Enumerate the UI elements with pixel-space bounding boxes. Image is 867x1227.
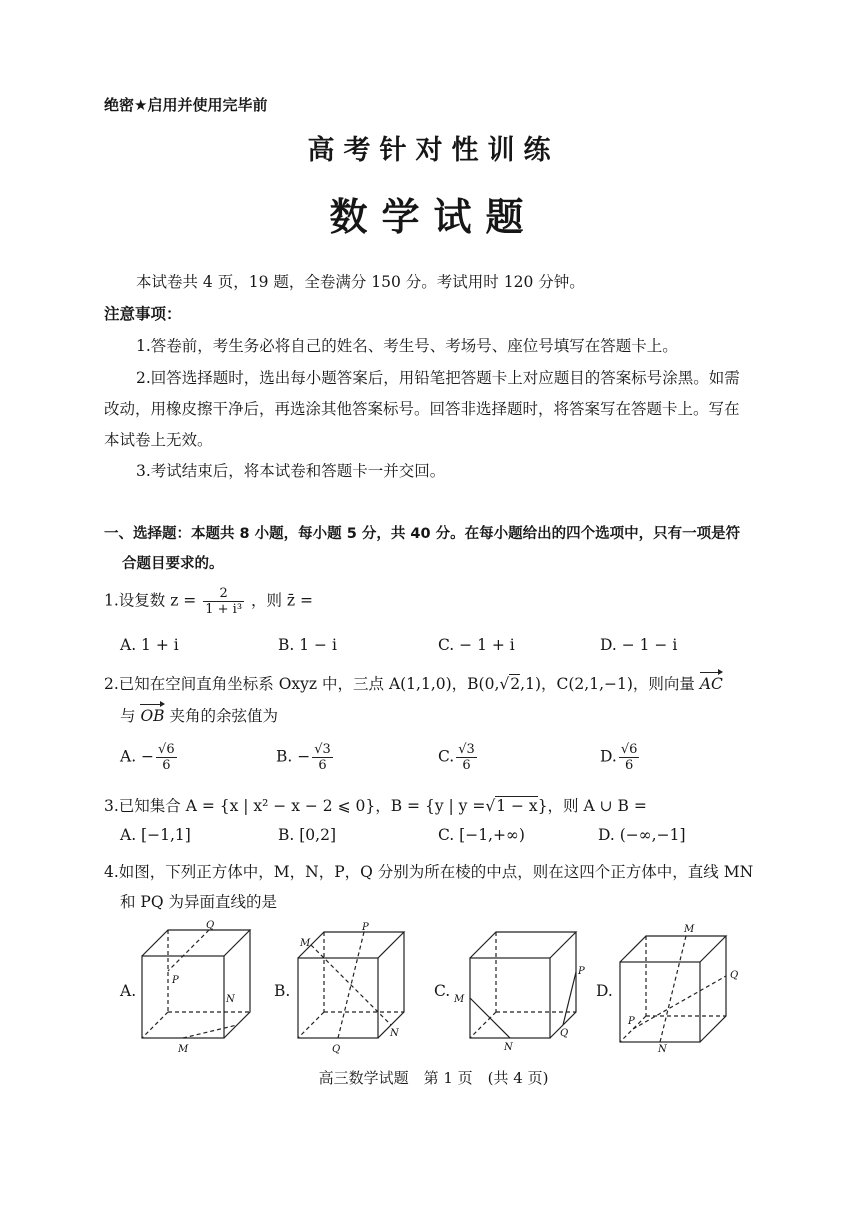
q2-vector-ob: OB bbox=[140, 707, 165, 725]
q4-option-a-label: A. bbox=[120, 982, 137, 1000]
cube-b-label-n: N bbox=[390, 1028, 399, 1039]
q1-fraction-numerator: 2 bbox=[203, 586, 244, 602]
cube-a-label-q: Q bbox=[206, 920, 215, 931]
cube-diagram-d bbox=[612, 918, 742, 1060]
cube-a-label-p: P bbox=[172, 975, 179, 986]
cube-d-top-face bbox=[620, 936, 726, 962]
q2-vector-ac: AC bbox=[699, 675, 723, 693]
q3-option-a: A. [−1,1] bbox=[120, 826, 191, 844]
q3-option-c: C. [−1,+∞) bbox=[438, 826, 525, 844]
q2-option-b-num: √3 bbox=[314, 742, 331, 757]
notice-heading: 注意事项： bbox=[104, 305, 182, 323]
cube-a-label-n: N bbox=[226, 994, 235, 1005]
cube-d-label-p: P bbox=[628, 1016, 635, 1027]
cube-diagram-c bbox=[450, 918, 590, 1060]
q3-sqrt-symbol: √ bbox=[485, 797, 496, 815]
q2-option-d-label: D. bbox=[600, 747, 617, 766]
question-4-line1: 4.如图，下列正方体中，M，N，P，Q 分别为所在棱的中点，则在这四个正方体中，直线 MN bbox=[104, 863, 754, 881]
cube-b-top-face bbox=[298, 932, 404, 958]
page-footer: 高三数学试题 第 1 页 (共 4 页) bbox=[318, 1069, 549, 1087]
q3-text-b: }，则 A ∪ B = bbox=[537, 797, 647, 815]
cube-c-front-face bbox=[470, 958, 550, 1038]
q2-sqrt-symbol: √ bbox=[499, 675, 510, 693]
cube-b-label-q: Q bbox=[332, 1044, 341, 1055]
q2-option-a-label: A. − bbox=[120, 747, 155, 766]
q1-option-a: A. 1 + i bbox=[120, 636, 179, 654]
exam-subtitle: 数学试题 bbox=[329, 195, 538, 239]
section-heading-line2: 合题目要求的。 bbox=[122, 556, 224, 572]
q3-option-d: D. (−∞,−1] bbox=[598, 826, 686, 844]
q2-option-b-den: 6 bbox=[318, 758, 327, 773]
cube-c-right-face bbox=[550, 932, 576, 1038]
q1-option-b: B. 1 − i bbox=[278, 636, 337, 654]
q1-suffix: ，则 z̄ = bbox=[250, 591, 313, 610]
cube-d-label-m: M bbox=[684, 924, 695, 935]
cube-b-right-face bbox=[378, 932, 404, 1038]
q2-text-a: 2.已知在空间直角坐标系 Oxyz 中，三点 A(1,1,0)，B(0, bbox=[104, 675, 500, 693]
question-3 bbox=[104, 794, 647, 816]
q2-line2-b: 夹角的余弦值为 bbox=[169, 707, 279, 725]
cube-b-label-m: M bbox=[300, 938, 311, 949]
cube-b-front-face bbox=[298, 958, 378, 1038]
cube-a-top-face bbox=[142, 930, 250, 956]
question-1 bbox=[104, 586, 313, 617]
notice-item-1: 1.答卷前，考生务必将自己的姓名、考生号、考场号、座位号填写在答题卡上。 bbox=[136, 337, 678, 355]
q2-option-c-num: √3 bbox=[458, 742, 475, 757]
q2-option-c-den: 6 bbox=[462, 758, 471, 773]
confidential-note: 绝密★启用并使用完毕前 bbox=[104, 96, 268, 114]
cube-d-label-q: Q bbox=[730, 970, 739, 981]
cube-c-label-m: M bbox=[454, 994, 465, 1005]
q3-sqrt-radicand: 1 − x bbox=[496, 797, 538, 815]
cube-d-label-n: N bbox=[658, 1044, 667, 1055]
cube-c-top-face bbox=[470, 932, 576, 958]
q1-prefix: 1.设复数 z = bbox=[104, 591, 197, 610]
q2-option-d bbox=[600, 742, 641, 773]
q2-option-c-label: C. bbox=[438, 747, 455, 766]
q2-line2-a: 与 bbox=[120, 707, 136, 725]
q2-option-d-den: 6 bbox=[624, 758, 634, 773]
question-4-line2: 和 PQ 为异面直线的是 bbox=[120, 893, 277, 911]
cube-diagram-a bbox=[136, 918, 262, 1060]
q2-option-d-num: √6 bbox=[620, 742, 638, 757]
notice-item-3: 3.考试结束后，将本试卷和答题卡一并交回。 bbox=[136, 462, 446, 480]
q2-option-b bbox=[276, 742, 335, 773]
q2-text-b: ,1)，C(2,1,−1)，则向量 bbox=[520, 675, 695, 693]
section-heading-line1: 一、选择题：本题共 8 小题，每小题 5 分，共 40 分。在每小题给出的四个选项中，只有一项是符 bbox=[104, 526, 741, 542]
cube-c-label-p: P bbox=[578, 966, 585, 977]
q2-option-c bbox=[438, 742, 479, 773]
cube-d-front-face bbox=[620, 962, 700, 1042]
q1-fraction-denominator: 1 + i³ bbox=[205, 602, 243, 617]
cube-c-label-n: N bbox=[504, 1042, 513, 1053]
q4-option-d-label: D. bbox=[596, 982, 613, 1000]
q4-option-b-label: B. bbox=[274, 982, 291, 1000]
notice-item-2-line3: 本试卷上无效。 bbox=[104, 431, 213, 449]
notice-item-2-line1: 2.回答选择题时，选出每小题答案后，用铅笔把答题卡上对应题目的答案标号涂黑。如需 bbox=[136, 369, 740, 387]
q4-option-c-label: C. bbox=[434, 982, 451, 1000]
question-2-line2 bbox=[120, 704, 278, 726]
cube-d-right-face bbox=[700, 936, 726, 1042]
cube-a-front-face bbox=[142, 956, 224, 1038]
q1-option-c: C. − 1 + i bbox=[438, 636, 515, 654]
question-2-line1 bbox=[104, 672, 723, 694]
notice-item-2-line2: 改动，用橡皮擦干净后，再选涂其他答案标号。回答非选择题时，将答案写在答题卡上。写在 bbox=[104, 400, 740, 418]
q2-option-b-label: B. − bbox=[276, 747, 311, 766]
cube-c-label-q: Q bbox=[560, 1028, 569, 1039]
q1-option-d: D. − 1 − i bbox=[600, 636, 678, 654]
cube-c-line-pq bbox=[563, 972, 576, 1025]
q1-fraction bbox=[203, 586, 244, 617]
cube-a-right-face bbox=[224, 930, 250, 1038]
q2-option-a-num: √6 bbox=[158, 742, 175, 757]
exam-title: 高考针对性训练 bbox=[307, 135, 560, 166]
cube-b-label-p: P bbox=[362, 922, 369, 933]
q2-option-a bbox=[120, 742, 179, 773]
exam-intro: 本试卷共 4 页，19 题，全卷满分 150 分。考试用时 120 分钟。 bbox=[136, 273, 585, 291]
cube-a-label-m: M bbox=[178, 1044, 189, 1055]
q3-text-a: 3.已知集合 A = {x | x² − x − 2 ⩽ 0}，B = {y | y = bbox=[104, 797, 486, 815]
cube-diagram-b bbox=[292, 918, 416, 1060]
q2-sqrt-radicand: 2 bbox=[510, 675, 521, 693]
q2-option-a-den: 6 bbox=[162, 758, 171, 773]
q3-option-b: B. [0,2] bbox=[278, 826, 336, 844]
